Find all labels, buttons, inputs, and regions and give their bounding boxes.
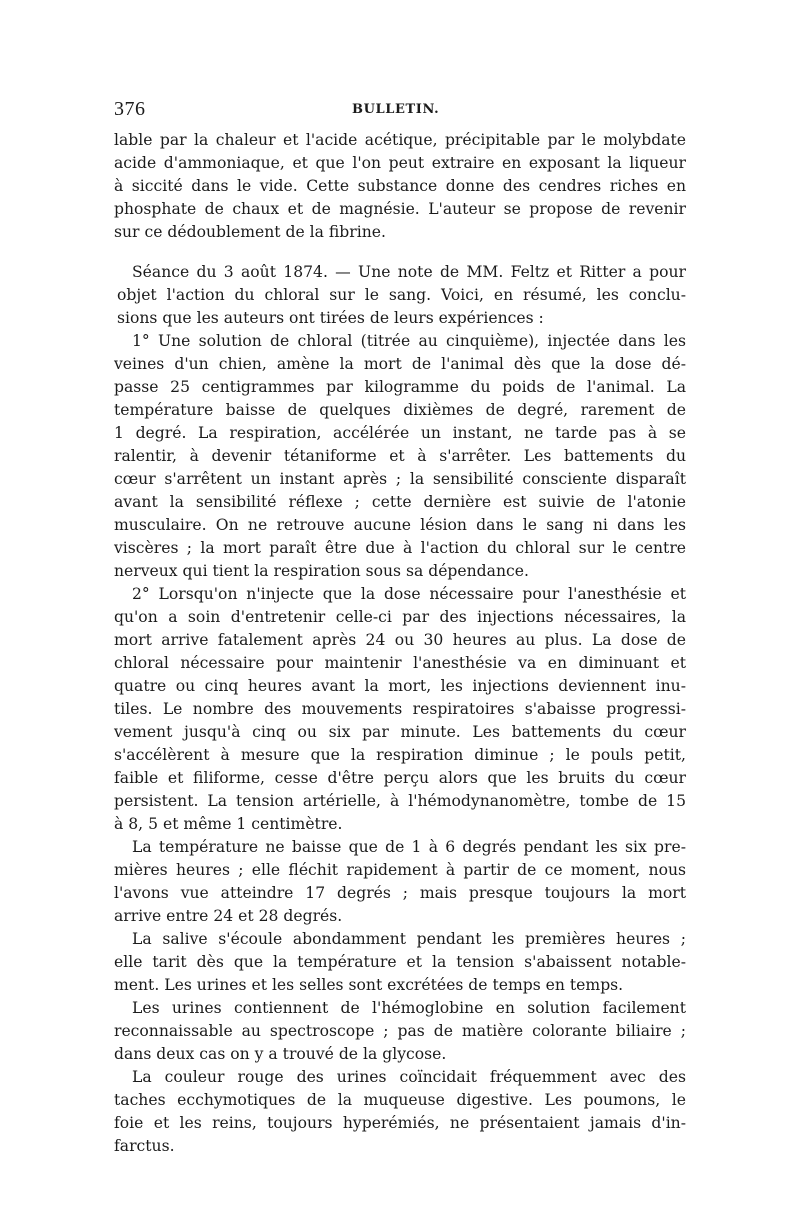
text-line: tiles. Le nombre des mouvements respiratoires s'abaisse progressi- bbox=[114, 700, 686, 718]
text-line: cœur s'arrêtent un instant après ; la sensibilité consciente disparaît bbox=[114, 470, 686, 488]
text-line: acide d'ammoniaque, et que l'on peut extraire en exposant la liqueur bbox=[114, 154, 686, 172]
text-line: l'avons vue atteindre 17 degrés ; mais presque toujours la mort bbox=[114, 884, 686, 902]
text-line: lable par la chaleur et l'acide acétique, précipitable par le molybdate bbox=[114, 131, 686, 149]
text-line: objet l'action du chloral sur le sang. Voici, en résumé, les conclu- bbox=[117, 286, 686, 304]
text-line: reconnaissable au spectroscope ; pas de matière colorante biliaire ; bbox=[114, 1022, 686, 1040]
text-line: mières heures ; elle fléchit rapidement à partir de ce moment, nous bbox=[114, 861, 686, 879]
text-line: à siccité dans le vide. Cette substance donne des cendres riches en bbox=[114, 177, 686, 195]
text-line: 1° Une solution de chloral (titrée au cinquième), injectée dans les bbox=[132, 332, 686, 350]
text-line: La température ne baisse que de 1 à 6 degrés pendant les six pre- bbox=[132, 838, 686, 856]
text-line: veines d'un chien, amène la mort de l'animal dès que la dose dé- bbox=[114, 355, 686, 373]
text-line: ralentir, à devenir tétaniforme et à s'arrêter. Les battements du bbox=[114, 447, 686, 465]
text-line: viscères ; la mort paraît être due à l'action du chloral sur le centre bbox=[114, 539, 686, 557]
text-line: Séance du 3 août 1874. — Une note de MM. Feltz et Ritter a pour bbox=[132, 263, 686, 281]
text-line: chloral nécessaire pour maintenir l'anesthésie va en diminuant et bbox=[114, 654, 686, 672]
text-line: à 8, 5 et même 1 centimètre. bbox=[114, 815, 343, 833]
text-line: quatre ou cinq heures avant la mort, les injections deviennent inu- bbox=[114, 677, 686, 695]
text-line: taches ecchymotiques de la muqueuse digestive. Les poumons, le bbox=[114, 1091, 686, 1109]
text-line: sions que les auteurs ont tirées de leurs expériences : bbox=[117, 309, 544, 327]
text-line: phosphate de chaux et de magnésie. L'auteur se propose de revenir bbox=[114, 200, 686, 218]
text-line: elle tarit dès que la température et la tension s'abaissent notable- bbox=[114, 953, 686, 971]
text-line: dans deux cas on y a trouvé de la glycose. bbox=[114, 1045, 447, 1063]
text-line: vement jusqu'à cinq ou six par minute. Les battements du cœur bbox=[114, 723, 686, 741]
text-line: sur ce dédoublement de la fibrine. bbox=[114, 223, 386, 241]
running-title: BULLETIN. bbox=[352, 102, 440, 117]
page-header bbox=[114, 98, 686, 124]
text-line: foie et les reins, toujours hyperémiés, ne présentaient jamais d'in- bbox=[114, 1114, 686, 1132]
text-line: passe 25 centigrammes par kilogramme du poids de l'animal. La bbox=[114, 378, 686, 396]
text-line: faible et filiforme, cesse d'être perçu alors que les bruits du cœur bbox=[114, 769, 686, 787]
text-line: avant la sensibilité réflexe ; cette dernière est suivie de l'atonie bbox=[114, 493, 686, 511]
text-line: farctus. bbox=[114, 1137, 175, 1155]
text-line: 2° Lorsqu'on n'injecte que la dose nécessaire pour l'anesthésie et bbox=[132, 585, 686, 603]
text-line: La salive s'écoule abondamment pendant les premières heures ; bbox=[132, 930, 686, 948]
text-line: Les urines contiennent de l'hémoglobine en solution facilement bbox=[132, 999, 686, 1017]
text-line: 1 degré. La respiration, accélérée un instant, ne tarde pas à se bbox=[114, 424, 686, 442]
text-line: qu'on a soin d'entretenir celle-ci par des injections nécessaires, la bbox=[114, 608, 686, 626]
text-line: mort arrive fatalement après 24 ou 30 heures au plus. La dose de bbox=[114, 631, 686, 649]
text-line: température baisse de quelques dixièmes de degré, rarement de bbox=[114, 401, 686, 419]
text-line: arrive entre 24 et 28 degrés. bbox=[114, 907, 343, 925]
text-line: persistent. La tension artérielle, à l'hémodynanomètre, tombe de 15 bbox=[114, 792, 686, 810]
text-line: s'accélèrent à mesure que la respiration diminue ; le pouls petit, bbox=[114, 746, 686, 764]
text-line: La couleur rouge des urines coïncidait fréquemment avec des bbox=[132, 1068, 686, 1086]
text-line: ment. Les urines et les selles sont excrétées de temps en temps. bbox=[114, 976, 624, 994]
page-number: 376 bbox=[114, 98, 146, 120]
text-line: musculaire. On ne retrouve aucune lésion dans le sang ni dans les bbox=[114, 516, 686, 534]
text-line: nerveux qui tient la respiration sous sa dépendance. bbox=[114, 562, 529, 580]
